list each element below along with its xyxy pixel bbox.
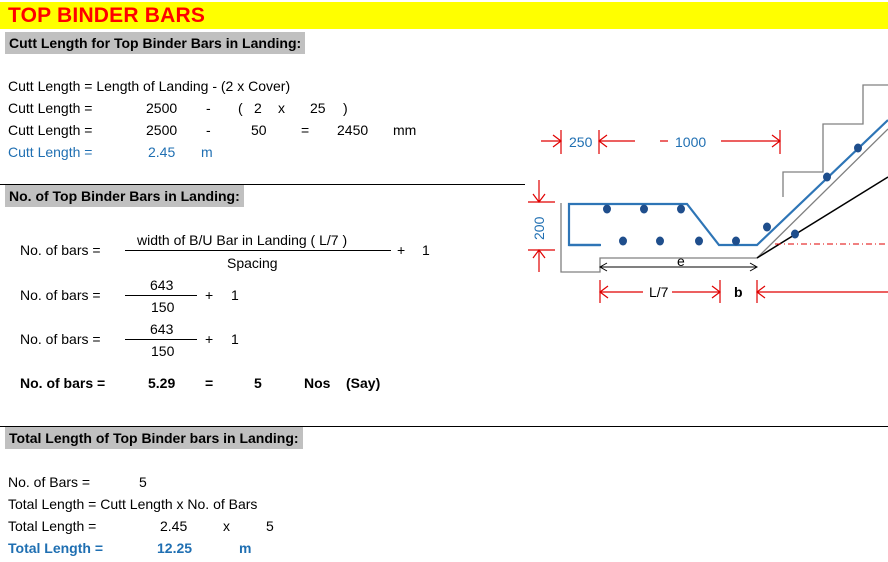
bar-dot [640, 205, 648, 214]
cutt-length-value: 2.45 [160, 518, 188, 534]
dimension-l7-label: L/7 [649, 284, 669, 300]
plus-operator: + [205, 331, 214, 347]
no-of-bars-label: No. of bars = [20, 242, 101, 258]
total-length-label: Total Length = [8, 518, 97, 534]
landing-outline [561, 129, 888, 272]
dimension-250-label: 250 [569, 134, 593, 150]
bar-dot [854, 144, 862, 153]
no-of-bars-label: No. of bars = [20, 331, 101, 347]
cover-count-value: 2 [254, 100, 262, 116]
top-binder-bar [569, 120, 888, 245]
equals-operator: = [301, 122, 310, 138]
section-heading-cutt-length: Cutt Length for Top Binder Bars in Landing: [5, 32, 305, 54]
constant-one: 1 [422, 242, 430, 258]
unit-nos: Nos [304, 375, 331, 391]
fraction-denominator: Spacing [227, 255, 278, 271]
cutt-length-m-value: 2.45 [148, 144, 176, 160]
cutt-length-label: Cutt Length = [8, 100, 93, 116]
minus-operator: - [206, 122, 211, 138]
dimension-e-label: e [677, 253, 685, 269]
plus-operator: + [205, 287, 214, 303]
total-length-result-label: Total Length = [8, 540, 104, 556]
landing-reinforcement-diagram [525, 60, 888, 310]
bar-dot [695, 237, 703, 246]
section-heading-total-length: Total Length of Top Binder bars in Landing: [5, 427, 303, 449]
fraction-bar [125, 295, 197, 296]
times-operator: x [278, 100, 285, 116]
no-of-bars-label: No. of bars = [20, 287, 101, 303]
dimension-200-label: 200 [531, 216, 547, 240]
bar-dot [677, 205, 685, 214]
cutt-length-label: Cutt Length = [8, 144, 93, 160]
bar-dot [763, 223, 771, 232]
cutt-length-mm-value: 2450 [337, 122, 369, 138]
dimension-1000-label: 1000 [675, 134, 707, 150]
unit-mm: mm [393, 122, 417, 138]
paren-close: ) [343, 100, 348, 116]
cover-value: 25 [310, 100, 326, 116]
paren-open: ( [238, 100, 243, 116]
cutt-length-label: Cutt Length = [8, 122, 93, 138]
constant-one: 1 [231, 331, 239, 347]
bar-count-value: 5 [266, 518, 274, 534]
say-note: (Say) [346, 375, 381, 391]
bar-dot [823, 173, 831, 182]
fraction-numerator: 643 [150, 321, 174, 337]
fraction-numerator: 643 [150, 277, 174, 293]
section-heading-no-of-bars: No. of Top Binder Bars in Landing: [5, 185, 244, 207]
no-of-bars-value: 5 [139, 474, 147, 490]
dimension-l7-b [600, 280, 888, 303]
bar-dot [732, 237, 740, 246]
fraction-denominator: 150 [151, 299, 175, 315]
landing-length-value: 2500 [146, 122, 178, 138]
equals-operator: = [205, 375, 214, 391]
fraction-bar [125, 250, 391, 251]
no-of-bars-label: No. of Bars = [8, 474, 91, 490]
fraction-denominator: 150 [151, 343, 175, 359]
bar-dot [603, 205, 611, 214]
page-title: TOP BINDER BARS [8, 4, 206, 27]
waist-soffit-line [757, 177, 888, 258]
constant-one: 1 [231, 287, 239, 303]
dimension-b-label: b [734, 284, 743, 300]
bar-dot [791, 230, 799, 239]
no-of-bars-raw-value: 5.29 [148, 375, 176, 391]
times-operator: x [223, 518, 230, 534]
unit-m: m [201, 144, 213, 160]
total-length-value: 12.25 [157, 540, 193, 556]
no-of-bars-result-label: No. of bars = [20, 375, 106, 391]
no-of-bars-rounded-value: 5 [254, 375, 262, 391]
minus-operator: - [206, 100, 211, 116]
unit-m: m [239, 540, 252, 556]
plus-operator: + [397, 242, 406, 258]
cutt-length-formula: Cutt Length = Length of Landing - (2 x Cover) [8, 78, 291, 94]
fraction-numerator: width of B/U Bar in Landing ( L/7 ) [137, 232, 348, 248]
bar-dot [619, 237, 627, 246]
fraction-bar [125, 339, 197, 340]
landing-length-value: 2500 [146, 100, 178, 116]
total-cover-value: 50 [251, 122, 267, 138]
total-length-formula: Total Length = Cutt Length x No. of Bars [8, 496, 258, 512]
bar-dot [656, 237, 664, 246]
